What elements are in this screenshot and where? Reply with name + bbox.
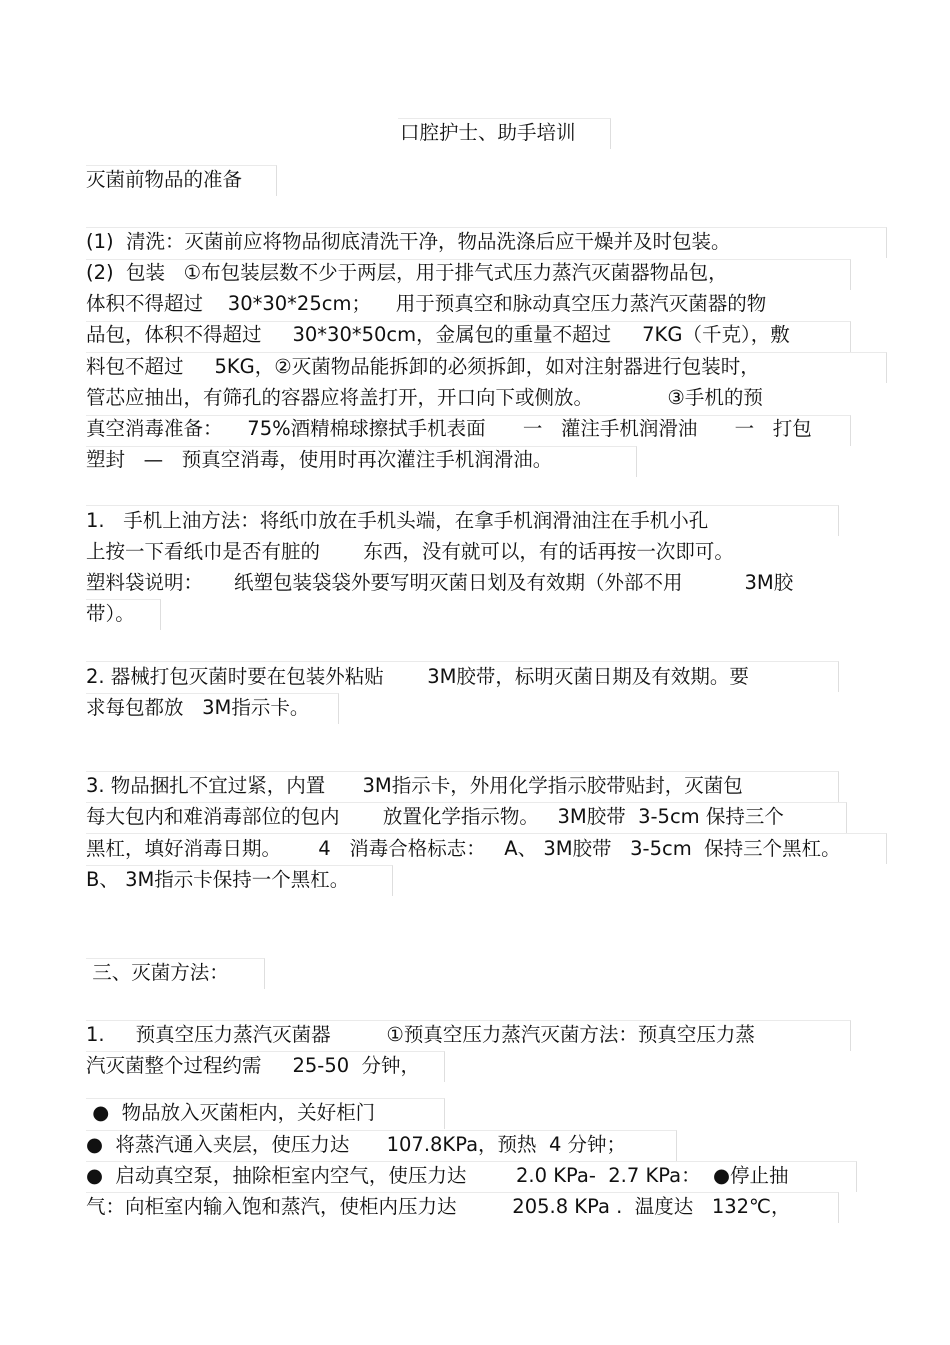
paragraph-line: 真空消毒准备： 75%酒精棉球擦拭手机表面 一 灌注手机润滑油 一 打包 (86, 417, 812, 440)
section-heading: 三、灭菌方法： (86, 961, 229, 984)
paragraph-line: (2) 包装 ①布包装层数不少于两层，用于排气式压力蒸汽灭菌器物品包， (86, 261, 728, 284)
bullet-item: ● 启动真空泵，抽除柜室内空气，使压力达 2.0 KPa- 2.7 KPa： ●停止抽 (86, 1164, 789, 1187)
paragraph-line: 塑料袋说明： 纸塑包装袋袋外要写明灭菌日划及有效期（外部不用 3M胶 (86, 571, 794, 594)
paragraph-line: 气：向柜室内输入饱和蒸汽，使柜内压力达 205.8 KPa . 温度达 132℃， (86, 1195, 791, 1218)
paragraph-line: 黑杠，填好消毒日期。 4 消毒合格标志： A、 3M胶带 3-5cm 保持三个黑杠。 (86, 837, 841, 860)
section-heading: 灭菌前物品的准备 (86, 168, 243, 191)
bullet-item: ● 物品放入灭菌柜内，关好柜门 (86, 1101, 376, 1124)
paragraph-line: 2. 器械打包灭菌时要在包装外粘贴 3M胶带，标明灭菌日期及有效期。要 (86, 665, 749, 688)
paragraph-line: 每大包内和难消毒部位的包内 放置化学指示物。 3M胶带 3-5cm 保持三个 (86, 805, 784, 828)
paragraph-line: 求每包都放 3M指示卡。 (86, 696, 310, 719)
paragraph-line: 塑封 — 预真空消毒，使用时再次灌注手机润滑油。 (86, 448, 553, 471)
page-title: 口腔护士、助手培训 (400, 121, 576, 144)
paragraph-line: 1. 手机上油方法：将纸巾放在手机头端，在拿手机润滑油注在手机小孔 (86, 509, 709, 532)
paragraph-line: (1) 清洗：灭菌前应将物品彻底清洗干净，物品洗涤后应干燥并及时包装。 (86, 230, 731, 253)
paragraph-line: 上按一下看纸巾是否有脏的 东西，没有就可以，有的话再按一次即可。 (86, 540, 734, 563)
paragraph-line: 管芯应抽出，有筛孔的容器应将盖打开，开口向下或侧放。 ③手机的预 (86, 386, 763, 409)
paragraph-line: 1. 预真空压力蒸汽灭菌器 ①预真空压力蒸汽灭菌方法：预真空压力蒸 (86, 1023, 755, 1046)
paragraph-line: 汽灭菌整个过程约需 25-50 分钟， (86, 1054, 421, 1077)
paragraph-line: 3. 物品捆扎不宜过紧，内置 3M指示卡，外用化学指示胶带贴封，灭菌包 (86, 774, 743, 797)
bullet-item: ● 将蒸汽通入夹层，使压力达 107.8KPa，预热 4 分钟； (86, 1133, 627, 1156)
paragraph-line: 体积不得超过 30*30*25cm； 用于预真空和脉动真空压力蒸汽灭菌器的物 (86, 292, 767, 315)
paragraph-line: B、 3M指示卡保持一个黑杠。 (86, 868, 350, 891)
paragraph-line: 品包，体积不得超过 30*30*50cm，金属包的重量不超过 7KG（千克），敷 (86, 323, 790, 346)
paragraph-line: 料包不超过 5KG，②灭菌物品能拆卸的必须拆卸，如对注射器进行包装时， (86, 355, 760, 378)
paragraph-line: 带）。 (86, 602, 135, 625)
